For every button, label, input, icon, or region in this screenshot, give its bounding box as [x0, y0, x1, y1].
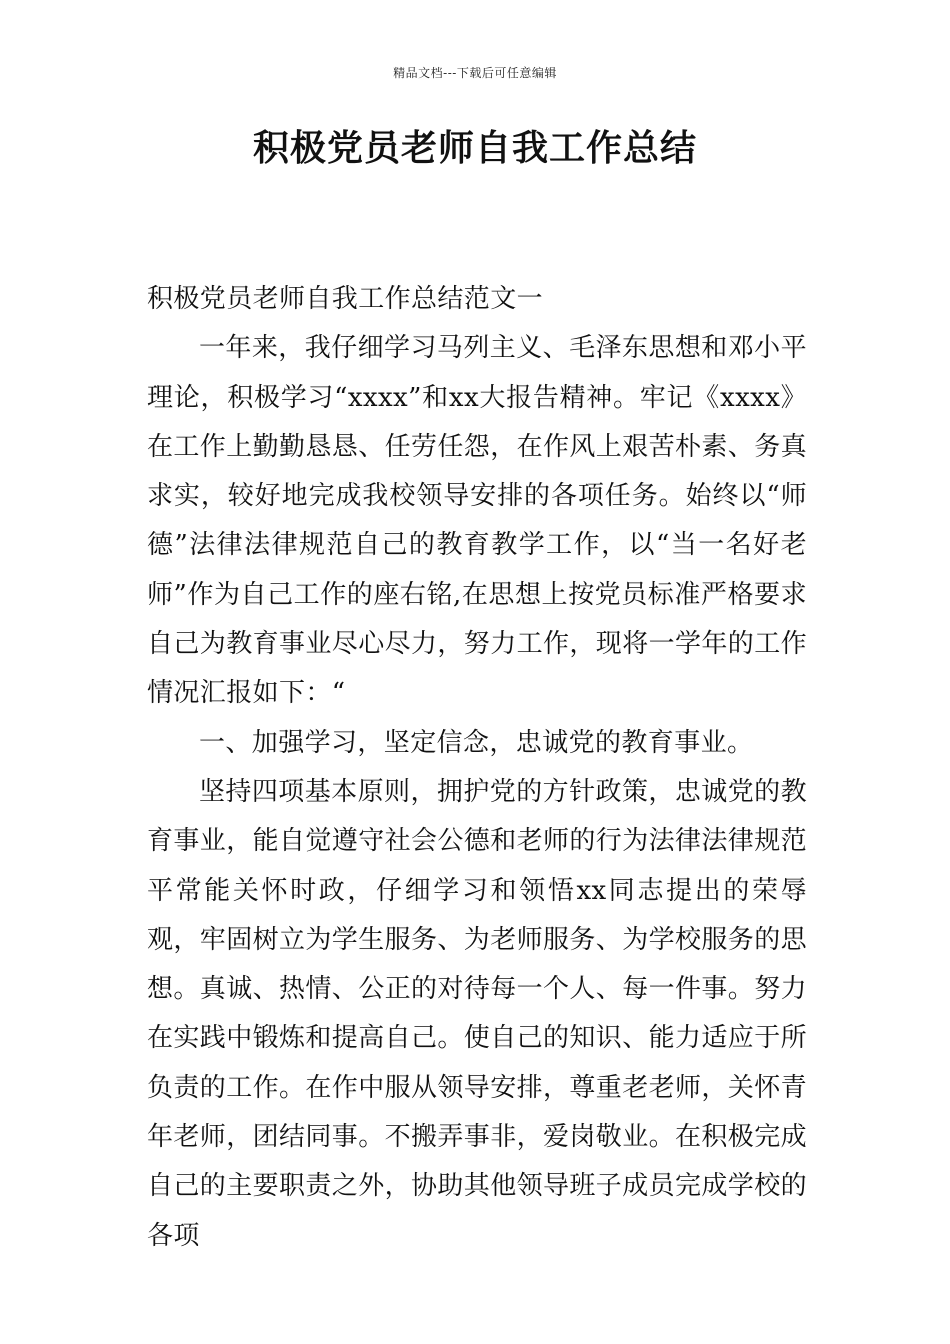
- section-subtitle: 积极党员老师自我工作总结范文一: [147, 284, 544, 314]
- paragraph-section-1: 坚持四项基本原则，拥护党的方针政策，忠诚党的教育事业，能自觉遵守社会公德和老师的行为法律法律规范平常能关怀时政，仔细学习和领悟xx同志提出的荣辱观，牢固树立为学生服务、为老师服务、为学校服务的思想。真诚、热情、公正的对待每一个人、每一件事。努力在实践中锻炼和提高自己。使自己的知识、能力适应于所负责的工作。在作中服从领导安排，尊重老老师，关怀青年老师，团结同事。不搬弄事非，爱岗敬业。在积极完成自己的主要职责之外，协助其他领导班子成员完成学校的各项: [147, 776, 808, 1251]
- document-title: 积极党员老师自我工作总结: [252, 128, 697, 169]
- paragraph-intro: 一年来，我仔细学习马列主义、毛泽东思想和邓小平理论，积极学习“xxxx”和xx大报告精神。牢记《xxxx》在工作上勤勤恳恳、任劳任怨，在作风上艰苦朴素、务真求实，较好地完成我校领导安排的各项任务。始终以“师德”法律法律规范自己的教育教学工作，以“当一名好老师”作为自己工作的座右铭,在思想上按党员标准严格要求自己为教育事业尽心尽力，努力工作，现将一学年的工作情况汇报如下：“: [147, 333, 808, 709]
- header-note: 精品文档---下载后可任意编辑: [393, 66, 557, 80]
- document-body: [147, 275, 807, 1261]
- section-heading-1: 一、加强学习，坚定信念，忠诚党的教育事业。: [199, 727, 754, 758]
